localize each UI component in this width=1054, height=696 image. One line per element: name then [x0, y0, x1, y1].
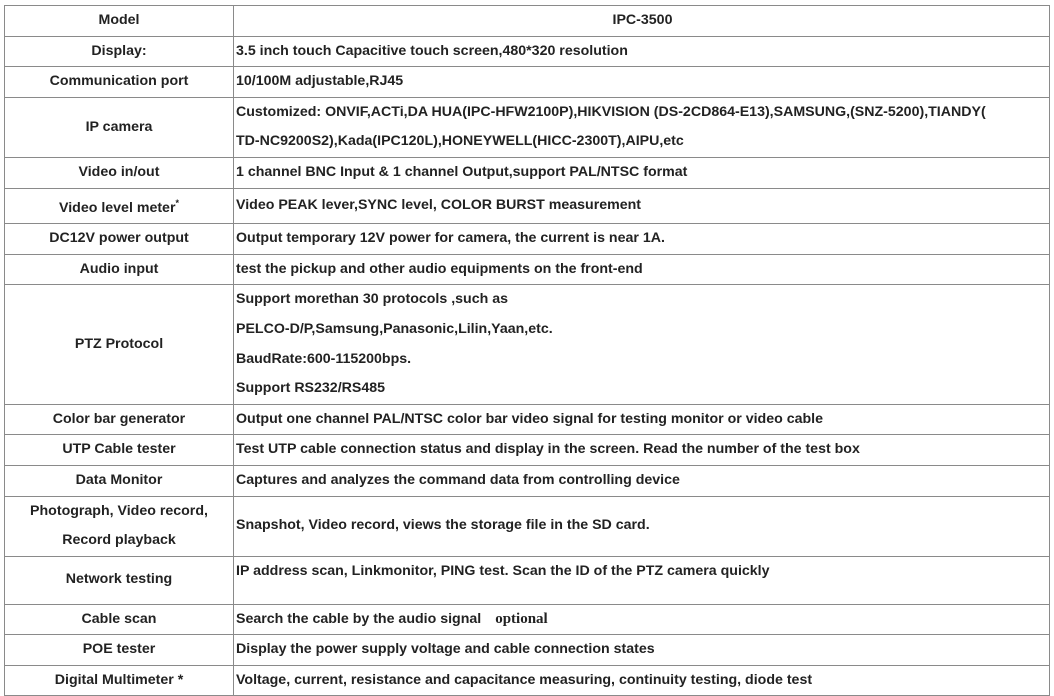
row-key: POE tester: [5, 635, 234, 666]
row-key: Color bar generator: [5, 404, 234, 435]
table-row: [5, 224, 1050, 255]
footnote-mark: *: [175, 197, 179, 208]
row-value: IP address scan, Linkmonitor, PING test. Scan the ID of the PTZ camera quickly: [234, 556, 1050, 604]
row-key: IP camera: [5, 97, 234, 157]
row-key: Communication port: [5, 67, 234, 98]
value-line: BaudRate:600-115200bps.: [236, 350, 412, 367]
row-key: Display:: [5, 36, 234, 67]
table-row: [5, 496, 1050, 556]
optional-note: optional: [495, 610, 548, 627]
row-key: DC12V power output: [5, 224, 234, 255]
row-key-cell: [5, 496, 234, 556]
table-row: [5, 36, 1050, 67]
row-key-line: Photograph, Video record,: [30, 502, 208, 519]
row-key: Video level meter: [59, 199, 176, 216]
table-row: [5, 188, 1050, 224]
table-row: [5, 635, 1050, 666]
value-line: Support morethan 30 protocols ,such as: [236, 291, 508, 308]
row-key: Data Monitor: [5, 465, 234, 496]
row-value: [234, 97, 1050, 157]
row-value: Display the power supply voltage and cable connection states: [234, 635, 1050, 666]
row-key: Video in/out: [5, 157, 234, 188]
row-key-cell: [5, 188, 234, 224]
table-row: [5, 285, 1050, 404]
table-row: [5, 97, 1050, 157]
table-row: [5, 604, 1050, 635]
table-row: [5, 465, 1050, 496]
value-line: Customized: ONVIF,ACTi,DA HUA(IPC-HFW2100P),HIKVISION (DS-2CD864-E13),SAMSUNG,(SNZ-5200),TIANDY(: [236, 103, 986, 120]
table-row: [5, 665, 1050, 696]
row-value: 3.5 inch touch Capacitive touch screen,480*320 resolution: [234, 36, 1050, 67]
value-line: Support RS232/RS485: [236, 380, 386, 397]
row-value: [234, 285, 1050, 404]
row-value: IPC-3500: [234, 6, 1050, 37]
table-row: [5, 157, 1050, 188]
row-value: Snapshot, Video record, views the storage file in the SD card.: [234, 496, 1050, 556]
value-line: TD-NC9200S2),Kada(IPC120L),HONEYWELL(HICC-2300T),AIPU,etc: [236, 133, 684, 150]
row-value: Video PEAK lever,SYNC level, COLOR BURST measurement: [234, 188, 1050, 224]
table-row: [5, 6, 1050, 37]
row-value: 10/100M adjustable,RJ45: [234, 67, 1050, 98]
row-key: Network testing: [5, 556, 234, 604]
table-row: [5, 404, 1050, 435]
table-row: [5, 435, 1050, 466]
table-row: [5, 556, 1050, 604]
row-key: UTP Cable tester: [5, 435, 234, 466]
spec-table: [4, 5, 1050, 696]
table-row: [5, 254, 1050, 285]
row-key: Audio input: [5, 254, 234, 285]
row-value-cell: [234, 604, 1050, 635]
value-line: PELCO-D/P,Samsung,Panasonic,Lilin,Yaan,etc.: [236, 320, 553, 337]
row-key: PTZ Protocol: [5, 285, 234, 404]
row-value: Captures and analyzes the command data from controlling device: [234, 465, 1050, 496]
row-value: Output temporary 12V power for camera, the current is near 1A.: [234, 224, 1050, 255]
table-row: [5, 67, 1050, 98]
row-value: 1 channel BNC Input & 1 channel Output,support PAL/NTSC format: [234, 157, 1050, 188]
row-key-line: Record playback: [62, 532, 176, 549]
row-value: test the pickup and other audio equipments on the front-end: [234, 254, 1050, 285]
row-key: Model: [5, 6, 234, 37]
row-value: Voltage, current, resistance and capacitance measuring, continuity testing, diode test: [234, 665, 1050, 696]
row-value: Search the cable by the audio signal: [236, 610, 482, 627]
row-key: Digital Multimeter *: [5, 665, 234, 696]
row-value: Test UTP cable connection status and display in the screen. Read the number of the test box: [234, 435, 1050, 466]
row-value: Output one channel PAL/NTSC color bar video signal for testing monitor or video cable: [234, 404, 1050, 435]
row-key: Cable scan: [5, 604, 234, 635]
